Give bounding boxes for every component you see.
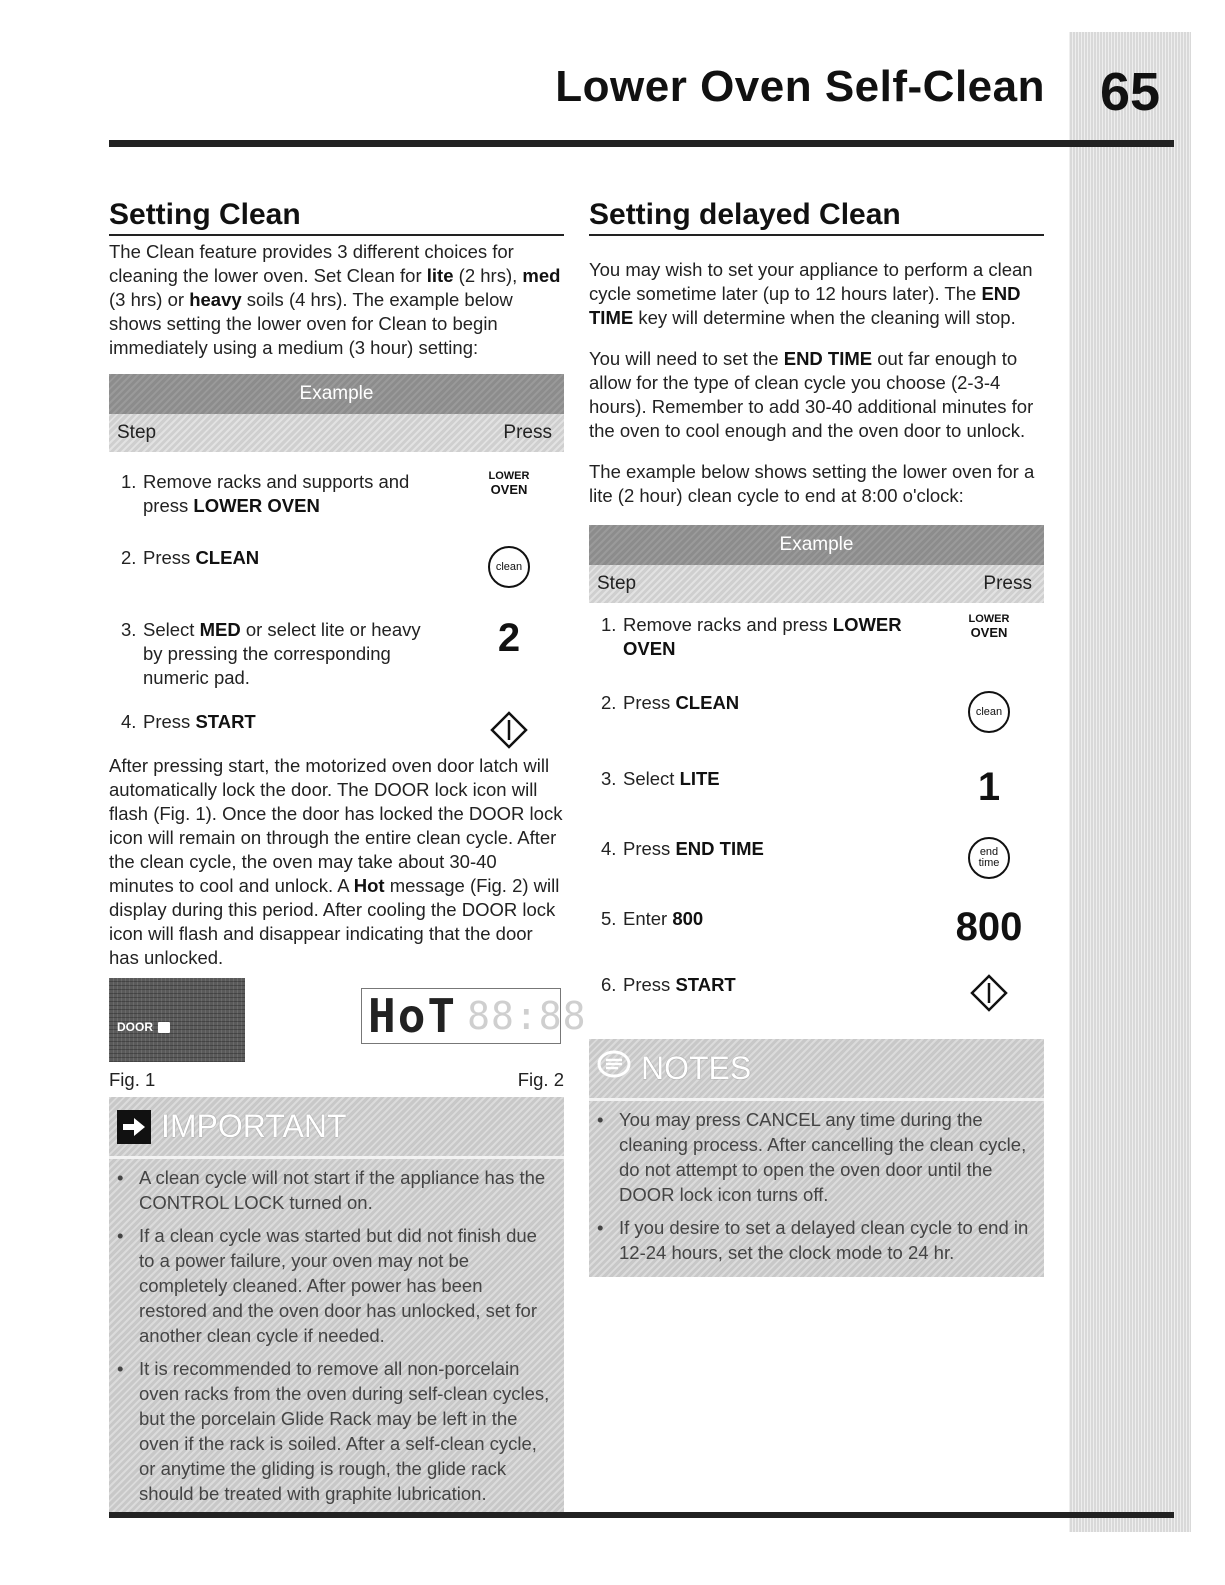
fig2-hot-display (361, 988, 587, 1044)
hot-message: HoT (368, 989, 458, 1043)
note-item: • It is recommended to remove all non-porcelain oven racks from the oven during self-clean cycles, but the porcelain Glide Rack may be left in the oven if the rack is soiled. After a self-clean cycle, or anytime the gliding is rough, the glide rack should be treated with graphite lubrication. (117, 1358, 550, 1504)
step-number: 1. (121, 471, 137, 492)
left-steps (109, 470, 564, 750)
delayed-clean-title: Setting delayed Clean (589, 198, 1044, 236)
step-row (109, 618, 564, 690)
setting-clean-title: Setting Clean (109, 198, 564, 236)
note-item: • You may press CANCEL any time during the cleaning process. After cancelling the clean cycle, do not attempt to open the oven door until the DOOR lock icon turns off. (597, 1109, 1027, 1205)
lower-oven-key: LOWER OVEN (488, 470, 530, 497)
note-item: • A clean cycle will not start if the appliance has the CONTROL LOCK turned on. (117, 1167, 546, 1213)
example-title: Example (299, 383, 374, 404)
example-title: Example (779, 534, 854, 555)
page-number: 65 (1099, 62, 1161, 122)
notes-title: NOTES (641, 1050, 752, 1086)
notes-box (589, 1039, 1044, 1277)
delayed-para-2: You will need to set the END TIME out far enough to allow for the type of clean cycle you choose (2-3-4 hours). Remember to add 30-40 additional minutes for the oven to cool enough and the oven door to unlock. (589, 348, 1034, 441)
step-text: Remove racks and press LOWER OVEN (623, 614, 902, 659)
step-number: 2. (601, 692, 617, 713)
step-row (589, 691, 1044, 733)
door-lock-badge (117, 1020, 170, 1034)
lock-icon (158, 1022, 170, 1033)
note-item: • If you desire to set a delayed clean cycle to end in 12-24 hours, set the clock mode to 24 hr. (597, 1217, 1029, 1263)
delayed-para-3: The example below shows setting the lower oven for a lite (2 hour) clean cycle to end at 8:00 o'clock: (589, 461, 1035, 506)
example-header-row (109, 414, 564, 452)
step-row (109, 710, 564, 750)
step-press (454, 618, 564, 658)
numeric-key: 1 (977, 765, 1001, 809)
step-press (934, 767, 1044, 807)
step-press (454, 470, 564, 496)
step-number: 2. (121, 547, 137, 568)
start-key-icon (489, 710, 529, 750)
end-time-key: end time (968, 837, 1010, 879)
step-press (454, 546, 564, 588)
top-rule (109, 140, 1174, 147)
step-row (589, 767, 1044, 807)
step-text: Select MED or select lite or heavy by pressing the corresponding numeric pad. (143, 619, 421, 688)
step-row (589, 613, 1044, 661)
step-row (589, 907, 1044, 947)
step-press (934, 837, 1044, 879)
step-number: 4. (121, 711, 137, 732)
page-title: Lower Oven Self-Clean (555, 62, 1045, 111)
important-box (109, 1097, 564, 1518)
important-title: IMPORTANT (161, 1108, 347, 1144)
step-text: Press CLEAN (623, 692, 740, 713)
fig2-label: Fig. 2 (517, 1069, 564, 1090)
after-start-text: After pressing start, the motorized oven door latch will automatically lock the door. The DOOR lock icon will flash (Fig. 1). Once the door has locked the DOOR lock icon will remain on through the entire clean cycle. After the clean cycle, the oven may take about 30-40 minutes to cool and unlock. A Hot message (Fig. 2) will display during this period. After cooling the DOOR lock icon will flash and disappear indicating that the door has unlocked. (109, 755, 563, 968)
step-number: 5. (601, 908, 617, 929)
step-text: Enter 800 (623, 908, 704, 929)
step-label: Step (597, 573, 637, 594)
clean-key: clean (488, 546, 530, 588)
step-row (109, 546, 564, 588)
bottom-rule (109, 1512, 1174, 1518)
step-text: Press END TIME (623, 838, 764, 859)
numeric-key: 800 (955, 905, 1023, 949)
example-table-left (109, 374, 564, 452)
press-label: Press (983, 573, 1032, 594)
step-text: Remove racks and supports and press LOWER OVEN (143, 471, 410, 516)
step-number: 6. (601, 974, 617, 995)
step-row (109, 470, 564, 518)
example-table-right (589, 525, 1044, 603)
step-press (934, 691, 1044, 733)
step-number: 1. (601, 614, 617, 635)
figures (109, 978, 587, 1073)
door-label: DOOR (117, 1020, 153, 1034)
step-number: 3. (121, 619, 137, 640)
delayed-para-1: You may wish to set your appliance to perform a clean cycle sometime later (up to 12 hours later). The END TIME key will determine when the cleaning will stop. (589, 259, 1033, 328)
clean-key: clean (968, 691, 1010, 733)
step-label: Step (117, 422, 157, 443)
step-row (589, 837, 1044, 879)
notes-header (589, 1039, 1044, 1101)
setting-clean-intro: The Clean feature provides 3 different choices for cleaning the lower oven. Set Clean for lite (2 hrs), med (3 hrs) or heavy soils (4 hrs). The example below shows setting the lower oven for Clean to begin immediately using a medium (3 hour) setting: (109, 241, 561, 358)
step-press (934, 907, 1044, 947)
notes-icon (597, 1050, 631, 1088)
step-press (454, 710, 564, 750)
setting-delayed-clean-section (589, 198, 1044, 1277)
step-press (934, 613, 1044, 639)
example-header-row (589, 565, 1044, 603)
important-list (109, 1159, 564, 1518)
start-key-icon (969, 973, 1009, 1013)
fig1-label: Fig. 1 (109, 1069, 156, 1090)
important-header (109, 1097, 564, 1159)
step-text: Press START (143, 711, 256, 732)
lower-oven-key: LOWER OVEN (968, 613, 1010, 640)
note-item: • If a clean cycle was started but did not finish due to a power failure, your oven may not be completely cleaned. After power has been restored and the oven door has unlocked, set for another clean cycle if needed. (117, 1225, 538, 1346)
fig1-door-lock-display (109, 978, 245, 1062)
arrow-icon (117, 1110, 151, 1144)
step-text: Select LITE (623, 768, 720, 789)
notes-list (589, 1101, 1044, 1277)
numeric-key: 2 (497, 616, 521, 660)
side-strip (1069, 32, 1191, 1532)
press-label: Press (503, 422, 552, 443)
step-row (589, 973, 1044, 1013)
step-number: 3. (601, 768, 617, 789)
step-text: Press START (623, 974, 736, 995)
right-steps (589, 613, 1044, 1013)
ghost-digits: 88:88 (467, 994, 587, 1038)
step-number: 4. (601, 838, 617, 859)
step-text: Press CLEAN (143, 547, 260, 568)
step-press (934, 973, 1044, 1013)
setting-clean-section (109, 198, 587, 1518)
